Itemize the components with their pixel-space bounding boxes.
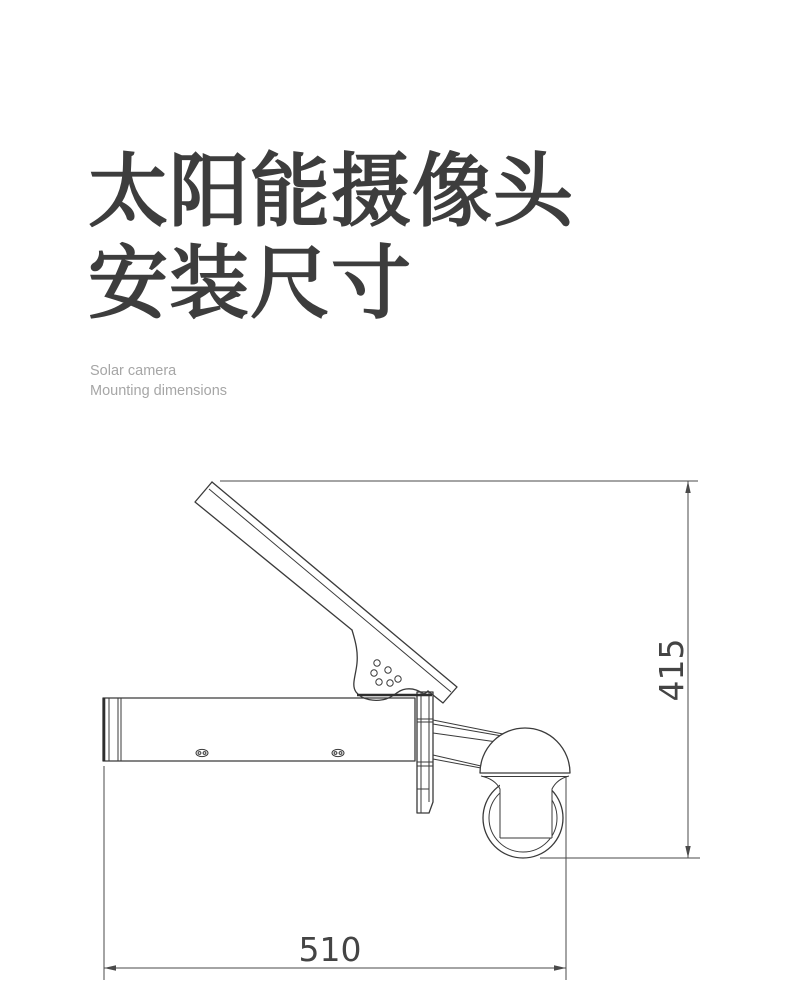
box-screw-right xyxy=(332,749,344,756)
dimension-height-label: 415 xyxy=(652,638,691,702)
title-line-1: 太阳能摄像头 xyxy=(88,147,574,236)
box-screw-left xyxy=(196,749,208,756)
title-line-2: 安装尺寸 xyxy=(88,239,412,329)
wall-mount-plate xyxy=(417,692,433,813)
dimension-width-label: 510 xyxy=(298,930,362,969)
subtitle-en-line-1: Solar camera xyxy=(90,362,177,379)
dimension-width xyxy=(104,766,566,980)
battery-box xyxy=(103,698,415,761)
dimension-height xyxy=(220,481,700,858)
solar-panel xyxy=(195,482,457,703)
subtitle-en-line-2: Mounting dimensions xyxy=(90,383,228,400)
hinge-adjustment-holes xyxy=(371,660,401,686)
camera xyxy=(480,728,570,858)
panel-hinge-bracket xyxy=(352,630,432,700)
